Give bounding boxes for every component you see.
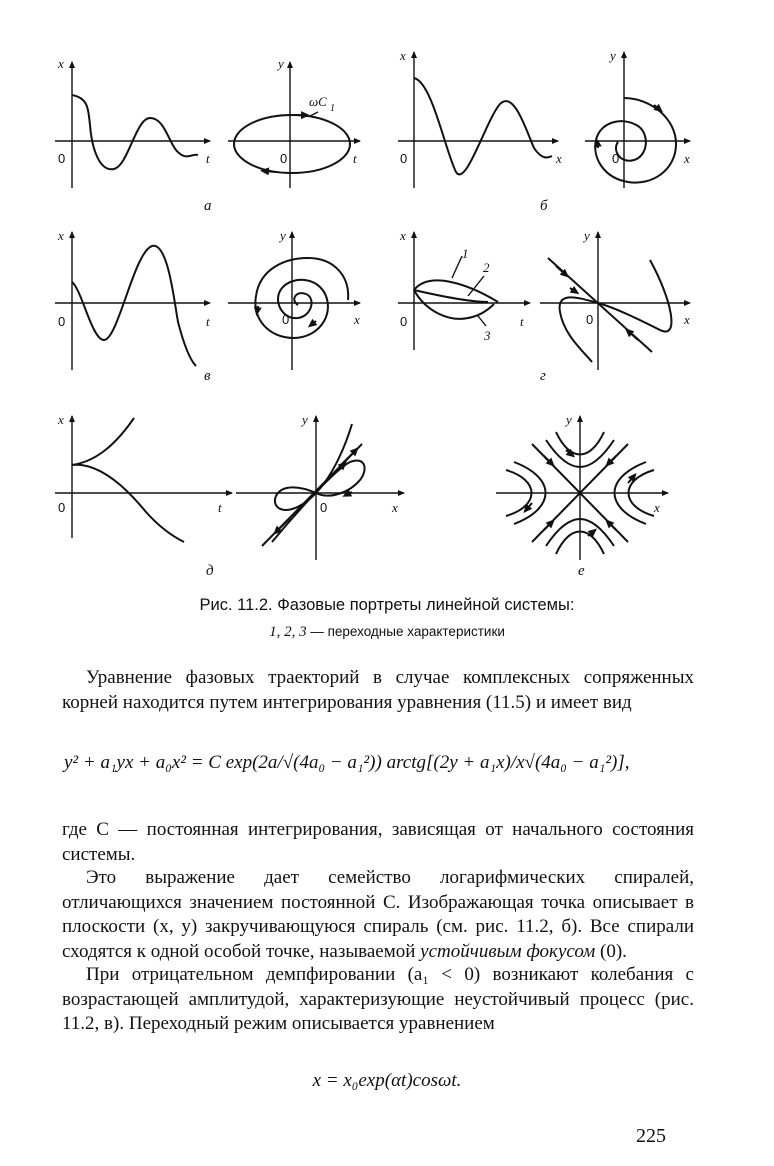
svg-text:x: x — [684, 312, 690, 327]
svg-text:x: x — [58, 56, 64, 71]
svg-text:x: x — [556, 151, 562, 166]
svg-text:y: y — [278, 56, 284, 71]
svg-text:x: x — [58, 228, 64, 243]
panel-d-time-plot — [55, 412, 232, 542]
svg-text:0: 0 — [320, 500, 328, 515]
svg-text:0: 0 — [58, 314, 66, 329]
panel-b-time-plot — [398, 48, 562, 188]
page-number: 225 — [636, 1125, 666, 1147]
panel-letter-a: а — [204, 198, 212, 214]
svg-text:t: t — [353, 151, 357, 166]
svg-text:x: x — [684, 151, 690, 166]
svg-text:0: 0 — [612, 151, 620, 166]
svg-text:2: 2 — [483, 260, 490, 275]
figure-caption-legend: 1, 2, 3 — переходные характеристики — [269, 624, 505, 640]
paragraph-1: Уравнение фазовых траекторий в случае комплексных сопряженных корней находится путем интегрирования уравнения (11.5) и имеет вид — [62, 667, 694, 713]
panel-v-phase-spiral — [204, 228, 360, 384]
svg-text:0: 0 — [400, 151, 408, 166]
svg-text:0: 0 — [58, 500, 66, 515]
svg-text:x: x — [354, 312, 360, 327]
svg-text:t: t — [218, 500, 222, 515]
panel-letter-b: б — [540, 198, 548, 214]
panel-letter-e: е — [578, 563, 585, 579]
svg-text:ωC: ωC — [309, 94, 327, 109]
svg-text:0: 0 — [58, 151, 66, 166]
term-stable-focus: устойчивым фокусом — [420, 940, 596, 962]
panel-letter-d: д — [206, 563, 214, 579]
svg-text:x: x — [654, 500, 660, 515]
svg-text:1: 1 — [462, 246, 469, 261]
svg-text:0: 0 — [586, 312, 594, 327]
panel-e-phase-saddle — [496, 412, 668, 579]
panel-letter-v: в — [204, 368, 211, 384]
svg-text:t: t — [206, 314, 210, 329]
panel-b-phase-spiral — [540, 48, 690, 214]
svg-text:y: y — [302, 412, 308, 427]
svg-text:x: x — [392, 500, 398, 515]
svg-text:0: 0 — [400, 314, 408, 329]
paragraph-2: где C — постоянная интегрирования, зависящая от начального состояния системы. — [62, 819, 694, 865]
panel-a-phase-ellipse — [204, 56, 360, 214]
svg-text:0: 0 — [282, 312, 290, 327]
svg-text:y: y — [280, 228, 286, 243]
svg-text:1: 1 — [330, 103, 335, 114]
equation-transient: x = x₀exp(αt)cosωt. — [312, 1070, 462, 1091]
svg-text:x: x — [400, 48, 406, 63]
paragraph-3: Это выражение дает семейство логарифмических спиралей, отличающихся значением постоянной C. Изображающая точка описывает в плоскости (x, y) закручивающуюся спираль (см. рис. 11.2, б). Все спирали сходятся к одной особой точке, называемой устойчивым фокусом (0). — [62, 867, 694, 962]
paragraph-4: При отрицательном демпфировании (a₁ < 0) возникают колебания с возрастающей амплитудой, характеризующие неустойчивый процесс (рис. 11.2, в). Переходный режим описывается уравнением — [62, 964, 694, 1034]
panel-letter-g: г — [540, 368, 546, 384]
svg-text:y: y — [584, 228, 590, 243]
panel-a-time-plot — [55, 56, 210, 188]
svg-text:x: x — [400, 228, 406, 243]
svg-text:x: x — [58, 412, 64, 427]
figure-caption-title: Рис. 11.2. Фазовые портреты линейной системы: — [199, 596, 575, 614]
svg-text:y: y — [610, 48, 616, 63]
panel-g-time-plot — [398, 228, 530, 350]
svg-text:0: 0 — [280, 151, 288, 166]
panel-d-phase-node — [206, 412, 404, 579]
svg-text:y: y — [566, 412, 572, 427]
equation-phase-trajectories: y² + a₁yx + a₀x² = C exp(2a/√(4a₀ − a₁²)) arctg[(2y + a₁x)/x√(4a₀ − a₁²)], — [64, 752, 630, 773]
svg-text:3: 3 — [484, 328, 491, 343]
panel-v-time-plot — [55, 228, 210, 370]
panel-g-phase-node — [540, 228, 690, 384]
svg-text:t: t — [520, 314, 524, 329]
svg-text:t: t — [206, 151, 210, 166]
